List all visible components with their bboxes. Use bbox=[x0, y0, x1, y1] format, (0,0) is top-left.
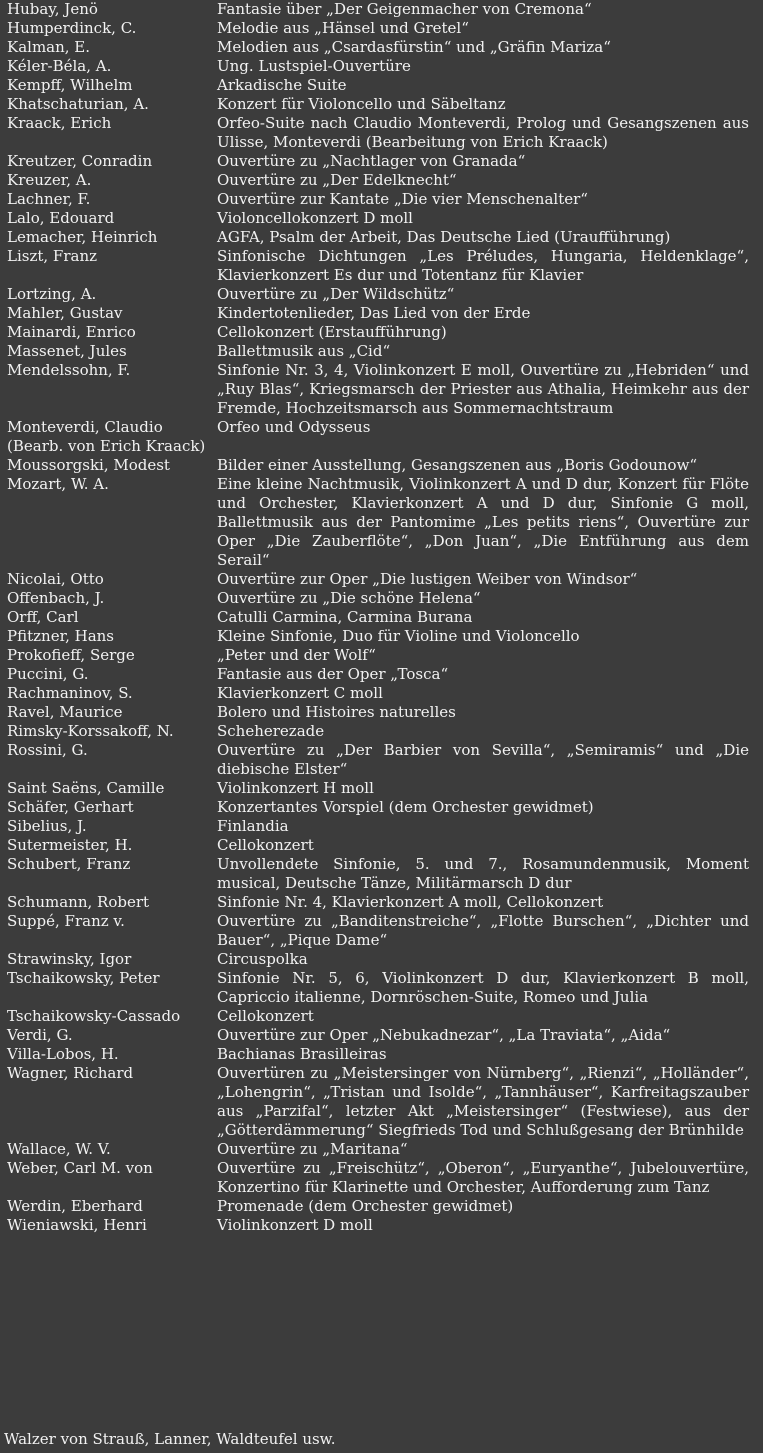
composer-name: Kraack, Erich bbox=[7, 114, 112, 132]
repertoire-entry bbox=[0, 1216, 763, 1235]
composer-name: Mozart, W. A. bbox=[7, 475, 109, 493]
repertoire-entry bbox=[0, 209, 763, 228]
works-list: Kindertotenlieder, Das Lied von der Erde bbox=[217, 304, 531, 322]
composer-name: Tschaikowsky-Cassado bbox=[7, 1007, 181, 1025]
repertoire-entry bbox=[0, 361, 763, 418]
works-list: Ouvertüre zu „Nachtlager von Granada“ bbox=[217, 152, 526, 170]
works-list: Sinfonische Dichtungen „Les Préludes, Hungaria, Heldenklage“, Klavierkonzert Es dur und Totentanz für Klavier bbox=[217, 247, 749, 284]
repertoire-entry bbox=[0, 437, 763, 456]
composer-name: Nicolai, Otto bbox=[7, 570, 104, 588]
composer-name: Strawinsky, Igor bbox=[7, 950, 132, 968]
composer-name: Massenet, Jules bbox=[7, 342, 127, 360]
composer-name: Offenbach, J. bbox=[7, 589, 105, 607]
works-list: „Peter und der Wolf“ bbox=[217, 646, 376, 664]
works-list: Scheherezade bbox=[217, 722, 325, 740]
composer-name: Mainardi, Enrico bbox=[7, 323, 136, 341]
composer-name: Weber, Carl M. von bbox=[7, 1159, 153, 1177]
composer-name: Lortzing, A. bbox=[7, 285, 97, 303]
works-list: Konzert für Violoncello und Säbeltanz bbox=[217, 95, 506, 113]
composer-name: Moussorgski, Modest bbox=[7, 456, 170, 474]
works-list: Sinfonie Nr. 3, 4, Violinkonzert E moll, Ouvertüre zu „Hebriden“ und „Ruy Blas“, Kriegsmarsch der Priester aus Athalia, Heimkehr aus der Fremde, Hochzeitsmarsch aus Sommernachtstraum bbox=[217, 361, 749, 417]
composer-name: Liszt, Franz bbox=[7, 247, 98, 265]
composer-name: Sibelius, J. bbox=[7, 817, 87, 835]
works-list: Ouvertüre zur Kantate „Die vier Menschenalter“ bbox=[217, 190, 588, 208]
composer-name: Wallace, W. V. bbox=[7, 1140, 111, 1158]
works-list: Cellokonzert bbox=[217, 1007, 314, 1025]
composer-name: Orff, Carl bbox=[7, 608, 79, 626]
works-list: Bolero und Histoires naturelles bbox=[217, 703, 456, 721]
composer-name: Lalo, Edouard bbox=[7, 209, 115, 227]
repertoire-entry bbox=[0, 76, 763, 95]
composer-name: Saint Saëns, Camille bbox=[7, 779, 165, 797]
repertoire-entry bbox=[0, 1197, 763, 1216]
repertoire-entry bbox=[0, 247, 763, 285]
composer-name: Tschaikowsky, Peter bbox=[7, 969, 160, 987]
repertoire-entry bbox=[0, 1064, 763, 1140]
repertoire-entry bbox=[0, 817, 763, 836]
repertoire-entry bbox=[0, 589, 763, 608]
repertoire-entry bbox=[0, 475, 763, 570]
composer-name: Rachmaninov, S. bbox=[7, 684, 133, 702]
composer-name: Kéler-Béla, A. bbox=[7, 57, 112, 75]
works-list: Melodie aus „Hänsel und Gretel“ bbox=[217, 19, 469, 37]
works-list: Finlandia bbox=[217, 817, 289, 835]
composer-name: Kreutzer, Conradin bbox=[7, 152, 153, 170]
repertoire-entry bbox=[0, 456, 763, 475]
composer-name: Wieniawski, Henri bbox=[7, 1216, 147, 1234]
composer-name: Verdi, G. bbox=[7, 1026, 73, 1044]
works-list: Violinkonzert H moll bbox=[217, 779, 374, 797]
works-list: Kleine Sinfonie, Duo für Violine und Violoncello bbox=[217, 627, 580, 645]
works-list: Ballettmusik aus „Cid“ bbox=[217, 342, 391, 360]
works-list: Ouvertüre zu „Die schöne Helena“ bbox=[217, 589, 481, 607]
composer-name: Mahler, Gustav bbox=[7, 304, 123, 322]
works-list: Circuspolka bbox=[217, 950, 308, 968]
composer-name: Kempff, Wilhelm bbox=[7, 76, 133, 94]
composer-name: Werdin, Eberhard bbox=[7, 1197, 143, 1215]
works-list: Arkadische Suite bbox=[217, 76, 347, 94]
works-list: Ouvertüre zu „Freischütz“, „Oberon“, „Euryanthe“, Jubelouvertüre, Konzertino für Klarinette und Orchester, Aufforderung zum Tanz bbox=[217, 1159, 749, 1196]
works-list: Orfeo-Suite nach Claudio Monteverdi, Prolog und Gesangszenen aus Ulisse, Monteverdi (Bearbeitung von Erich Kraack) bbox=[217, 114, 749, 151]
repertoire-entry bbox=[0, 570, 763, 589]
composer-name: Kalman, E. bbox=[7, 38, 91, 56]
repertoire-entry bbox=[0, 1007, 763, 1026]
repertoire-entry bbox=[0, 171, 763, 190]
composer-name: Pfitzner, Hans bbox=[7, 627, 115, 645]
works-list: Sinfonie Nr. 5, 6, Violinkonzert D dur, Klavierkonzert B moll, Capriccio italienne, Dornröschen-Suite, Romeo und Julia bbox=[217, 969, 749, 1006]
repertoire-entry bbox=[0, 684, 763, 703]
composer-name: Ravel, Maurice bbox=[7, 703, 123, 721]
composer-name: Wagner, Richard bbox=[7, 1064, 134, 1082]
works-list: Ouvertüre zur Oper „Nebukadnezar“, „La Traviata“, „Aida“ bbox=[217, 1026, 671, 1044]
repertoire-entry bbox=[0, 152, 763, 171]
works-list: Ouvertüre zur Oper „Die lustigen Weiber von Windsor“ bbox=[217, 570, 638, 588]
works-list: Violoncellokonzert D moll bbox=[217, 209, 413, 227]
repertoire-entry bbox=[0, 703, 763, 722]
works-list: Fantasie über „Der Geigenmacher von Cremona“ bbox=[217, 0, 592, 18]
footer-note: Walzer von Strauß, Lanner, Waldteufel usw. bbox=[4, 1430, 336, 1448]
composer-name: Schäfer, Gerhart bbox=[7, 798, 134, 816]
repertoire-entry bbox=[0, 1045, 763, 1064]
repertoire-entry bbox=[0, 798, 763, 817]
works-list: Orfeo und Odysseus bbox=[217, 418, 371, 436]
works-list: Ouvertüre zu „Maritana“ bbox=[217, 1140, 408, 1158]
works-list: Fantasie aus der Oper „Tosca“ bbox=[217, 665, 449, 683]
works-list: Ouvertüre zu „Der Wildschütz“ bbox=[217, 285, 455, 303]
repertoire-entry bbox=[0, 893, 763, 912]
composer-name: Suppé, Franz v. bbox=[7, 912, 125, 930]
works-list: Sinfonie Nr. 4, Klavierkonzert A moll, Cellokonzert bbox=[217, 893, 604, 911]
repertoire-entry bbox=[0, 950, 763, 969]
composer-name: Kreuzer, A. bbox=[7, 171, 92, 189]
works-list bbox=[217, 437, 763, 456]
repertoire-entry bbox=[0, 95, 763, 114]
repertoire-entry bbox=[0, 38, 763, 57]
repertoire-entry bbox=[0, 912, 763, 950]
repertoire-entry bbox=[0, 19, 763, 38]
composer-name: Hubay, Jenö bbox=[7, 0, 98, 18]
works-list: Eine kleine Nachtmusik, Violinkonzert A und D dur, Konzert für Flöte und Orchester, Klavierkonzert A und D dur, Sinfonie G moll, Ballettmusik aus der Pantomime „Les petits riens“, Ouvertüre zur Oper „Die Zauberflöte“, „Don Juan“, „Die Entführung aus dem Serail“ bbox=[217, 475, 749, 569]
repertoire-entry bbox=[0, 836, 763, 855]
repertoire-entry bbox=[0, 114, 763, 152]
works-list: Ouvertüre zu „Banditenstreiche“, „Flotte Burschen“, „Dichter und Bauer“, „Pique Dame“ bbox=[217, 912, 749, 949]
composer-name: Lachner, F. bbox=[7, 190, 91, 208]
repertoire-entry bbox=[0, 57, 763, 76]
composer-name: Sutermeister, H. bbox=[7, 836, 133, 854]
composer-name: Rossini, G. bbox=[7, 741, 88, 759]
composer-name: Humperdinck, C. bbox=[7, 19, 137, 37]
works-list: Melodien aus „Csardasfürstin“ und „Gräfin Mariza“ bbox=[217, 38, 611, 56]
composer-name: Lemacher, Heinrich bbox=[7, 228, 158, 246]
repertoire-entry bbox=[0, 855, 763, 893]
repertoire-entry bbox=[0, 342, 763, 361]
repertoire-entry bbox=[0, 969, 763, 1007]
works-list: Unvollendete Sinfonie, 5. und 7., Rosamundenmusik, Moment musical, Deutsche Tänze, Militärmarsch D dur bbox=[217, 855, 749, 892]
works-list: Cellokonzert bbox=[217, 836, 314, 854]
repertoire-entry bbox=[0, 1026, 763, 1045]
repertoire-entry bbox=[0, 304, 763, 323]
composer-name: Khatschaturian, A. bbox=[7, 95, 149, 113]
works-list: AGFA, Psalm der Arbeit, Das Deutsche Lied (Uraufführung) bbox=[217, 228, 671, 246]
repertoire-entry bbox=[0, 1140, 763, 1159]
repertoire-entry bbox=[0, 779, 763, 798]
works-list: Catulli Carmina, Carmina Burana bbox=[217, 608, 473, 626]
composer-name: Schubert, Franz bbox=[7, 855, 131, 873]
repertoire-entry bbox=[0, 228, 763, 247]
works-list: Bilder einer Ausstellung, Gesangszenen aus „Boris Godounow“ bbox=[217, 456, 698, 474]
repertoire-entry bbox=[0, 0, 763, 19]
works-list: Konzertantes Vorspiel (dem Orchester gewidmet) bbox=[217, 798, 594, 816]
repertoire-entry bbox=[0, 646, 763, 665]
works-list: Violinkonzert D moll bbox=[217, 1216, 373, 1234]
repertoire-entry bbox=[0, 285, 763, 304]
composer-name: Puccini, G. bbox=[7, 665, 89, 683]
works-list: Cellokonzert (Erstaufführung) bbox=[217, 323, 447, 341]
repertoire-entry bbox=[0, 190, 763, 209]
repertoire-entry bbox=[0, 722, 763, 741]
repertoire-entry bbox=[0, 665, 763, 684]
composer-name: Monteverdi, Claudio bbox=[7, 418, 163, 436]
works-list: Promenade (dem Orchester gewidmet) bbox=[217, 1197, 514, 1215]
works-list: Klavierkonzert C moll bbox=[217, 684, 383, 702]
repertoire-entry bbox=[0, 323, 763, 342]
composer-name: Schumann, Robert bbox=[7, 893, 150, 911]
composer-name: Villa-Lobos, H. bbox=[7, 1045, 119, 1063]
repertoire-entry bbox=[0, 418, 763, 437]
works-list: Ung. Lustspiel-Ouvertüre bbox=[217, 57, 411, 75]
repertoire-entry bbox=[0, 741, 763, 779]
works-list: Ouvertüre zu „Der Barbier von Sevilla“, „Semiramis“ und „Die diebische Elster“ bbox=[217, 741, 749, 778]
repertoire-entry bbox=[0, 1159, 763, 1197]
repertoire-entry bbox=[0, 627, 763, 646]
works-list: Ouvertüren zu „Meistersinger von Nürnberg“, „Rienzi“, „Holländer“, „Lohengrin“, „Tristan und Isolde“, „Tannhäuser“, Karfreitagszauber aus „Parzifal“, letzter Akt „Meistersinger“ (Festwiese), aus der „Götterdämmerung“ Siegfrieds Tod und Schlußgesang der Brünhilde bbox=[217, 1064, 749, 1139]
composer-name: Prokofieff, Serge bbox=[7, 646, 135, 664]
composer-name: (Bearb. von Erich Kraack) bbox=[7, 437, 206, 455]
composer-name: Mendelssohn, F. bbox=[7, 361, 131, 379]
works-list: Ouvertüre zu „Der Edelknecht“ bbox=[217, 171, 457, 189]
composer-name: Rimsky-Korssakoff, N. bbox=[7, 722, 174, 740]
works-list: Bachianas Brasilleiras bbox=[217, 1045, 387, 1063]
repertoire-entry bbox=[0, 608, 763, 627]
